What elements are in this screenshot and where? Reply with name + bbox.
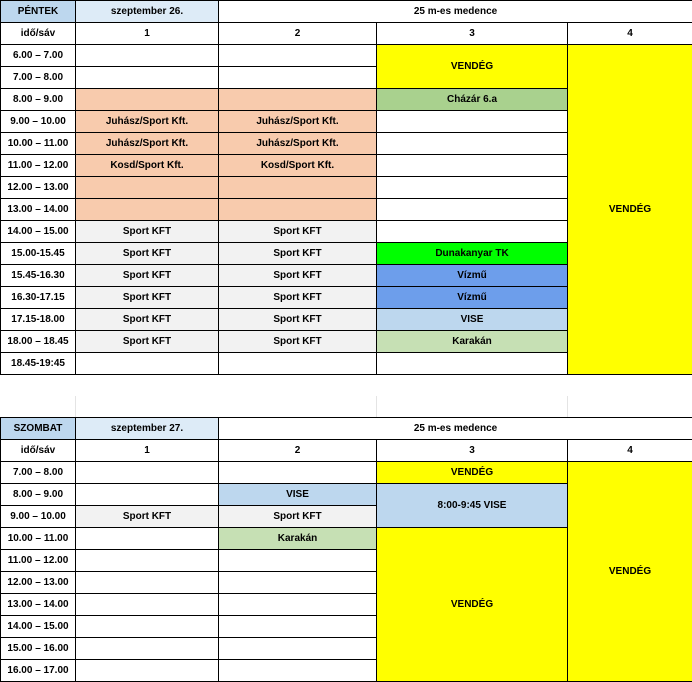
lane-2-cell: Sport KFT [219,309,377,331]
lane-1-cell [76,67,219,89]
lane-1-cell: Kosd/Sport Kft. [76,155,219,177]
lane-3-cell [377,111,568,133]
friday-header-row [1,23,692,45]
time-cell: 16.30-17.15 [1,287,76,309]
saturday-lane-2-header: 2 [219,440,377,462]
lane-2-cell [219,594,377,616]
lane-1-cell: Sport KFT [76,309,219,331]
friday-day-label: PÉNTEK [1,1,76,23]
lane-3-cell [377,133,568,155]
time-cell: 9.00 – 10.00 [1,506,76,528]
lane-2-cell [219,660,377,682]
gridline [75,396,76,417]
saturday-schedule-table [0,417,692,682]
time-cell: 8.00 – 9.00 [1,484,76,506]
lane-1-cell [76,199,219,221]
lane-1-cell: Sport KFT [76,265,219,287]
lane-1-cell [76,89,219,111]
time-cell: 11.00 – 12.00 [1,155,76,177]
lane-1-cell [76,353,219,375]
time-cell: 17.15-18.00 [1,309,76,331]
time-cell: 8.00 – 9.00 [1,89,76,111]
lane-2-cell: Sport KFT [219,331,377,353]
lane-2-cell: Sport KFT [219,287,377,309]
lane-3-cell [377,221,568,243]
lane-2-cell: Sport KFT [219,265,377,287]
lane-2-cell [219,45,377,67]
time-cell: 15.00-15.45 [1,243,76,265]
lane-1-cell [76,572,219,594]
lane-1-cell: Sport KFT [76,221,219,243]
gridline [567,396,568,417]
time-cell: 12.00 – 13.00 [1,177,76,199]
time-cell: 13.00 – 14.00 [1,594,76,616]
lane-2-cell [219,177,377,199]
lane-2-cell [219,550,377,572]
lane-3-cell: VENDÉG [377,462,568,484]
lane-1-cell: Juhász/Sport Kft. [76,111,219,133]
lane-2-cell [219,353,377,375]
lane-3-cell: Dunakanyar TK [377,243,568,265]
lane-2-cell: VISE [219,484,377,506]
lane-3-vise-block: 8:00-9:45 VISE [377,484,568,528]
time-cell: 14.00 – 15.00 [1,221,76,243]
lane-1-cell [76,594,219,616]
lane-4-guest-block: VENDÉG [568,462,692,682]
saturday-lane-1-header: 1 [76,440,219,462]
lane-1-cell: Sport KFT [76,506,219,528]
friday-lane-2-header: 2 [219,23,377,45]
lane-1-cell: Sport KFT [76,331,219,353]
gridline [376,396,377,417]
time-cell: 10.00 – 11.00 [1,133,76,155]
lane-3-cell: Vízmű [377,287,568,309]
time-cell: 15.45-16.30 [1,265,76,287]
time-cell: 7.00 – 8.00 [1,67,76,89]
saturday-header-row [1,440,692,462]
time-cell: 18.00 – 18.45 [1,331,76,353]
lane-3-cell [377,155,568,177]
time-cell: 10.00 – 11.00 [1,528,76,550]
table-row [1,45,692,67]
lane-1-cell [76,462,219,484]
lane-3-cell: Vízmű [377,265,568,287]
friday-time-header: idő/sáv [1,23,76,45]
time-cell: 6.00 – 7.00 [1,45,76,67]
lane-3-cell: Karakán [377,331,568,353]
saturday-pool-label: 25 m-es medence [219,418,692,440]
friday-title-row [1,1,692,23]
lane-1-cell: Sport KFT [76,287,219,309]
lane-2-cell: Sport KFT [219,506,377,528]
lane-1-cell [76,660,219,682]
saturday-title-row [1,418,692,440]
time-cell: 11.00 – 12.00 [1,550,76,572]
lane-1-cell [76,616,219,638]
saturday-date-label: szeptember 27. [76,418,219,440]
table-row [1,462,692,484]
lane-1-cell [76,550,219,572]
lane-2-cell [219,67,377,89]
lane-1-cell: Sport KFT [76,243,219,265]
friday-lane-3-header: 3 [377,23,568,45]
time-cell: 14.00 – 15.00 [1,616,76,638]
lane-1-cell [76,638,219,660]
lane-1-cell [76,484,219,506]
lane-3-cell: VISE [377,309,568,331]
lane-2-cell: Karakán [219,528,377,550]
friday-pool-label: 25 m-es medence [219,1,692,23]
time-cell: 18.45-19:45 [1,353,76,375]
time-cell: 12.00 – 13.00 [1,572,76,594]
lane-2-cell [219,199,377,221]
time-cell: 15.00 – 16.00 [1,638,76,660]
lane-3-guest-block: VENDÉG [377,45,568,89]
time-cell: 7.00 – 8.00 [1,462,76,484]
section-gap [0,374,692,417]
friday-date-label: szeptember 26. [76,1,219,23]
lane-3-cell [377,177,568,199]
saturday-lane-4-header: 4 [568,440,692,462]
lane-3-cell [377,199,568,221]
lane-1-cell [76,528,219,550]
lane-1-cell: Juhász/Sport Kft. [76,133,219,155]
friday-lane-4-header: 4 [568,23,692,45]
lane-2-cell: Kosd/Sport Kft. [219,155,377,177]
lane-2-cell: Juhász/Sport Kft. [219,133,377,155]
saturday-day-label: SZOMBAT [1,418,76,440]
lane-2-cell [219,638,377,660]
lane-3-cell: Cházár 6.a [377,89,568,111]
lane-2-cell [219,616,377,638]
lane-1-cell [76,45,219,67]
lane-1-cell [76,177,219,199]
lane-2-cell: Sport KFT [219,221,377,243]
lane-3-guest-block: VENDÉG [377,528,568,682]
lane-3-cell [377,353,568,375]
friday-lane-1-header: 1 [76,23,219,45]
lane-2-cell: Juhász/Sport Kft. [219,111,377,133]
time-cell: 16.00 – 17.00 [1,660,76,682]
lane-2-cell: Sport KFT [219,243,377,265]
lane-2-cell [219,572,377,594]
time-cell: 9.00 – 10.00 [1,111,76,133]
lane-2-cell [219,89,377,111]
saturday-time-header: idő/sáv [1,440,76,462]
time-cell: 13.00 – 14.00 [1,199,76,221]
lane-4-guest-block: VENDÉG [568,45,692,375]
saturday-lane-3-header: 3 [377,440,568,462]
lane-2-cell [219,462,377,484]
